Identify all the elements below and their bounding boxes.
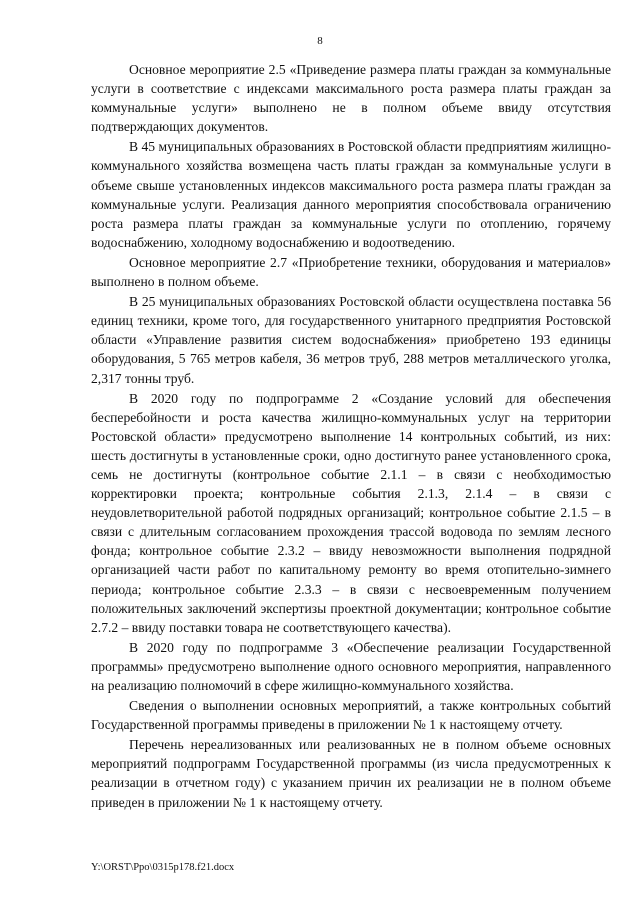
paragraph-equipment-supply: В 25 муниципальных образованиях Ростовской области осуществлена поставка 56 единиц техники, кроме того, для государственного унитарного предприятия Ростовской области «Управление развития систем водоснабжения» приобретено 193 единицы оборудования, 5 765 метров кабеля, 36 метров труб, 288 метров металлического уголка, 2,317 тонны труб. — [91, 294, 611, 386]
page-number: 8 — [317, 35, 323, 47]
body-text — [91, 60, 611, 813]
paragraph-unrealized-list: Перечень нереализованных или реализованных не в полном объеме основных мероприятий подпрограмм Государственной программы (из числа предусмотренных к реализации в отчетном году) с указанием причин их реализации не в полном объеме приведен в приложении № 1 к настоящему отчету. — [91, 737, 611, 810]
paragraph-subprogram-3: В 2020 году по подпрограмме 3 «Обеспечение реализации Государственной программы» предусмотрено выполнение одного основного мероприятия, направленного на реализацию полномочий в сфере жилищно-коммунального хозяйства. — [91, 639, 611, 693]
paragraph-compensation: В 45 муниципальных образованиях в Ростовской области предприятиям жилищно-коммунального хозяйства возмещена часть платы граждан за коммунальные услуги в объеме свыше установленных индексов максимального роста размера платы граждан за коммунальные услуги. Реализация данного мероприятия способствовала ограничению роста размера платы граждан за коммунальные услуги по отоплению, горячему водоснабжению, холодному водоснабжению и водоотведению. — [91, 139, 611, 250]
paragraph-measure-2-5: Основное мероприятие 2.5 «Приведение размера платы граждан за коммунальные услуги в соответствие с индексами максимального роста размера платы граждан за коммунальные услуги» выполнено не в полном объеме ввиду отсутствия подтверждающих документов. — [91, 62, 611, 135]
paragraph-appendix-reference: Сведения о выполнении основных мероприятий, а также контрольных событий Государственной программы приведены в приложении № 1 к настоящему отчету. — [91, 698, 611, 733]
paragraph-subprogram-2-events: В 2020 году по подпрограмме 2 «Создание условий для обеспечения бесперебойности и роста качества жилищно-коммунальных услуг на территории Ростовской области» предусмотрено выполнение 14 контрольных событий, из них: шесть достигнуты в установленные сроки, одно достигнуто ранее установленного срока, семь не достигнуты (контрольное событие 2.1.1 – в связи с необходимостью корректировки проекта; контрольные события 2.1.3, 2.1.4 – в связи с неудовлетворительной работой подрядных организаций; контрольное событие 2.1.5 – в связи с длительным согласованием прохождения трассой водовода по землям лесного фонда; контрольное событие 2.3.2 – ввиду невозможности выполнения подрядной организацией части работ по капитальному ремонту во время отопительно-зимнего периода; контрольное событие 2.3.3 – в связи с несвоевременным получением положительных заключений экспертизы проектной документации; контрольное событие 2.7.2 – ввиду поставки товара не соответствующего качества). — [91, 390, 611, 635]
footer-file-path: Y:\ORST\Ppo\0315p178.f21.docx — [91, 862, 235, 873]
paragraph-measure-2-7: Основное мероприятие 2.7 «Приобретение техники, оборудования и материалов» выполнено в полном объеме. — [91, 254, 611, 290]
